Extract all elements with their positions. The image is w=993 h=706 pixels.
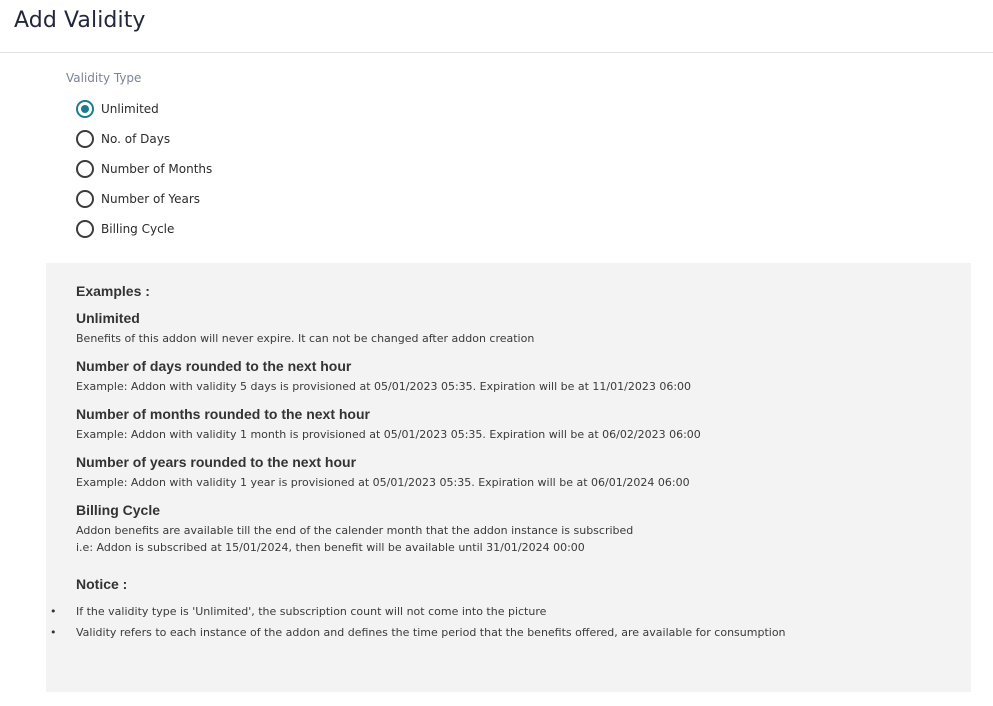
- radio-button[interactable]: [76, 220, 94, 238]
- radio-button[interactable]: [76, 160, 94, 178]
- example-title-months: Number of months rounded to the next hour: [76, 406, 370, 422]
- bullet-icon: •: [50, 626, 57, 639]
- radio-label-billing-cycle: Billing Cycle: [101, 222, 175, 236]
- example-text-billing-cycle-1: Addon benefits are available till the end of the calender month that the addon instance is subscribed: [76, 524, 634, 537]
- notice-heading: Notice :: [76, 576, 128, 592]
- example-title-billing-cycle: Billing Cycle: [76, 502, 161, 518]
- radio-label-no-of-days: No. of Days: [101, 132, 171, 146]
- radio-option-no-of-days[interactable]: [76, 129, 170, 149]
- radio-option-number-of-years[interactable]: [76, 189, 200, 209]
- validity-type-label: Validity Type: [66, 71, 142, 85]
- radio-button[interactable]: [76, 190, 94, 208]
- radio-dot: [81, 105, 89, 113]
- example-text-unlimited: Benefits of this addon will never expire. It can not be changed after addon creation: [76, 332, 535, 345]
- example-text-years: Example: Addon with validity 1 year is provisioned at 05/01/2023 05:35. Expiration will be at 06/01/2024 06:00: [76, 476, 690, 489]
- example-text-months: Example: Addon with validity 1 month is provisioned at 05/01/2023 05:35. Expiration will be at 06/02/2023 06:00: [76, 428, 701, 441]
- example-title-years: Number of years rounded to the next hour: [76, 454, 357, 470]
- example-title-days: Number of days rounded to the next hour: [76, 358, 352, 374]
- example-text-days: Example: Addon with validity 5 days is provisioned at 05/01/2023 05:35. Expiration will be at 11/01/2023 06:00: [76, 380, 692, 393]
- radio-option-billing-cycle[interactable]: [76, 219, 174, 239]
- bullet-icon: •: [50, 605, 57, 618]
- radio-label-number-of-months: Number of Months: [101, 162, 213, 176]
- radio-option-number-of-months[interactable]: [76, 159, 212, 179]
- radio-label-number-of-years: Number of Years: [101, 192, 201, 206]
- example-text-billing-cycle-2: i.e: Addon is subscribed at 15/01/2024, then benefit will be available until 31/01/2024 00:00: [76, 541, 585, 554]
- notice-item: Validity refers to each instance of the addon and defines the time period that the benefits offered, are available for consumption: [76, 626, 786, 639]
- example-title-unlimited: Unlimited: [76, 310, 140, 326]
- radio-button-checked[interactable]: [76, 100, 94, 118]
- notice-item: If the validity type is 'Unlimited', the subscription count will not come into the picture: [76, 605, 547, 618]
- radio-option-unlimited[interactable]: [76, 99, 159, 119]
- radio-label-unlimited: Unlimited: [101, 102, 159, 116]
- page-header: [0, 0, 993, 53]
- examples-heading: Examples :: [76, 283, 150, 299]
- radio-button[interactable]: [76, 130, 94, 148]
- page-title: Add Validity: [14, 8, 146, 33]
